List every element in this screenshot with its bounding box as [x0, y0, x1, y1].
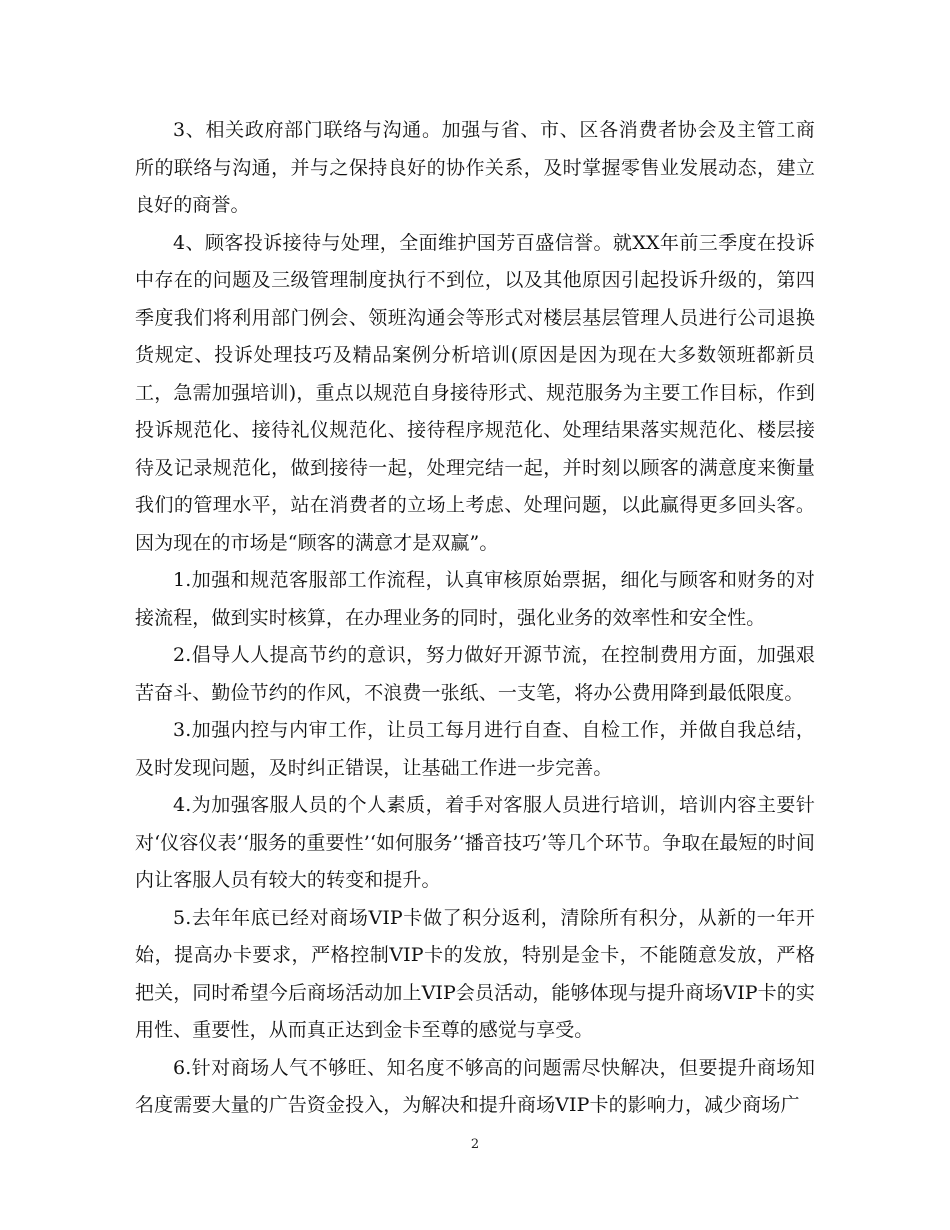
page-number: 2	[470, 1137, 480, 1152]
paragraph-contact-government: 3、相关政府部门联络与沟通。加强与省、市、区各消费者协会及主管工商所的联络与沟通，并与之保持良好的协作关系，及时掌握零售业发展动态，建立良好的商誉。	[135, 119, 815, 216]
paragraph-cost-saving: 2.倡导人人提高节约的意识，努力做好开源节流，在控制费用方面，加强艰苦奋斗、勤俭节约的作风，不浪费一张纸、一支笔，将办公费用降到最低限度。	[135, 644, 815, 704]
paragraph-internal-control: 3.加强内控与内审工作，让员工每月进行自查、自检工作，并做自我总结，及时发现问题，及时纠正错误，让基础工作进一步完善。	[135, 719, 815, 779]
paragraph-mall-popularity: 6.针对商场人气不够旺、知名度不够高的问题需尽快解决，但要提升商场知名度需要大量的广告资金投入，为解决和提升商场VIP卡的影响力，减少商场广	[135, 1056, 815, 1116]
paragraph-staff-training: 4.为加强客服人员的个人素质，着手对客服人员进行培训，培训内容主要针对‘仪容仪表’‘服务的重要性’‘如何服务’‘播音技巧’等几个环节。争取在最短的时间内让客服人员有较大的转变和提升。	[135, 794, 815, 891]
paragraph-workflow-standardization: 1.加强和规范客服部工作流程，认真审核原始票据，细化与顾客和财务的对接流程，做到实时核算，在办理业务的同时，强化业务的效率性和安全性。	[135, 569, 815, 629]
paragraph-vip-card: 5.去年年底已经对商场VIP卡做了积分返利，清除所有积分，从新的一年开始，提高办卡要求，严格控制VIP卡的发放，特别是金卡，不能随意发放，严格把关，同时希望今后商场活动加上VIP会员活动，能够体现与提升商场VIP卡的实用性、重要性，从而真正达到金卡至尊的感觉与享受。	[135, 906, 815, 1041]
document-body	[135, 112, 815, 1125]
paragraph-complaint-handling: 4、顾客投诉接待与处理，全面维护国芳百盛信誉。就XX年前三季度在投诉中存在的问题及三级管理制度执行不到位，以及其他原因引起投诉升级的，第四季度我们将利用部门例会、领班沟通会等形式对楼层基层管理人员进行公司退换货规定、投诉处理技巧及精品案例分析培训(原因是因为现在大多数领班都新员工，急需加强培训)，重点以规范自身接待形式、规范服务为主要工作目标，作到投诉规范化、接待礼仪规范化、接待程序规范化、处理结果落实规范化、楼层接待及记录规范化，做到接待一起，处理完结一起，并时刻以顾客的满意度来衡量我们的管理水平，站在消费者的立场上考虑、处理问题，以此赢得更多回头客。因为现在的市场是“顾客的满意才是双赢”。	[135, 231, 815, 554]
